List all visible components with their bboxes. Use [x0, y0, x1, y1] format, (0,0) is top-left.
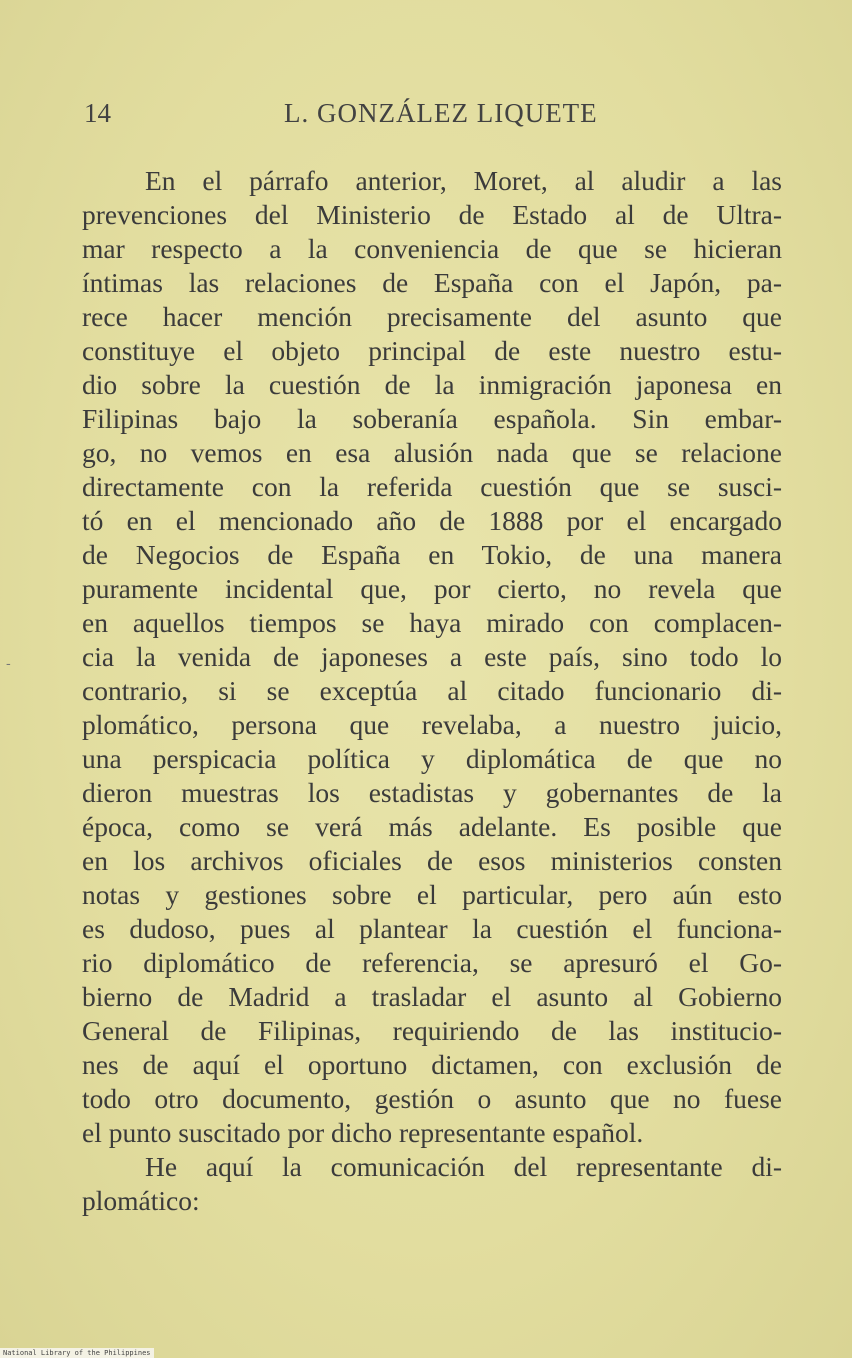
text-line: dio sobre la cuestión de la inmigración japonesa en	[82, 369, 782, 400]
text-line: dieron muestras los estadistas y gobernantes de la	[82, 777, 782, 808]
text-line: nes de aquí el oportuno dictamen, con exclusión de	[82, 1049, 782, 1080]
text-line: General de Filipinas, requiriendo de las institucio-	[82, 1015, 782, 1046]
margin-mark: -	[6, 656, 11, 672]
text-line: He aquí la comunicación del representante di-	[145, 1151, 782, 1182]
library-credit: National Library of the Philippines	[0, 1348, 154, 1358]
running-head: L. GONZÁLEZ LIQUETE	[284, 98, 598, 128]
text-line: bierno de Madrid a trasladar el asunto al Gobierno	[82, 981, 782, 1012]
text-line: constituye el objeto principal de este nuestro estu-	[82, 335, 782, 366]
text-line: íntimas las relaciones de España con el Japón, pa-	[82, 267, 782, 298]
body-text	[82, 164, 782, 1218]
page-header	[84, 98, 774, 134]
text-line: plomático:	[82, 1185, 200, 1216]
text-line: de Negocios de España en Tokio, de una manera	[82, 539, 782, 570]
text-line: tó en el mencionado año de 1888 por el encargado	[82, 505, 782, 536]
text-line: Filipinas bajo la soberanía española. Sin embar-	[82, 403, 782, 434]
text-line: en aquellos tiempos se haya mirado con complacen-	[82, 607, 782, 638]
page-number: 14	[84, 98, 111, 128]
text-line: época, como se verá más adelante. Es posible que	[82, 811, 782, 842]
text-line: mar respecto a la conveniencia de que se hicieran	[82, 233, 782, 264]
text-line: notas y gestiones sobre el particular, pero aún esto	[82, 879, 782, 910]
text-line: el punto suscitado por dicho representante español.	[82, 1117, 644, 1148]
text-line: rece hacer mención precisamente del asunto que	[82, 301, 782, 332]
text-line: En el párrafo anterior, Moret, al aludir a las	[145, 165, 782, 196]
text-line: cia la venida de japoneses a este país, sino todo lo	[82, 641, 782, 672]
text-line: es dudoso, pues al plantear la cuestión el funciona-	[82, 913, 782, 944]
text-line: go, no vemos en esa alusión nada que se relacione	[82, 437, 782, 468]
text-line: directamente con la referida cuestión que se susci-	[82, 471, 782, 502]
text-line: una perspicacia política y diplomática de que no	[82, 743, 782, 774]
text-line: prevenciones del Ministerio de Estado al de Ultra-	[82, 199, 782, 230]
text-line: plomático, persona que revelaba, a nuestro juicio,	[82, 709, 782, 740]
text-line: en los archivos oficiales de esos ministerios consten	[82, 845, 782, 876]
text-line: contrario, si se exceptúa al citado funcionario di-	[82, 675, 782, 706]
text-line: puramente incidental que, por cierto, no revela que	[82, 573, 782, 604]
text-line: todo otro documento, gestión o asunto que no fuese	[82, 1083, 782, 1114]
text-line: rio diplomático de referencia, se apresuró el Go-	[82, 947, 782, 978]
